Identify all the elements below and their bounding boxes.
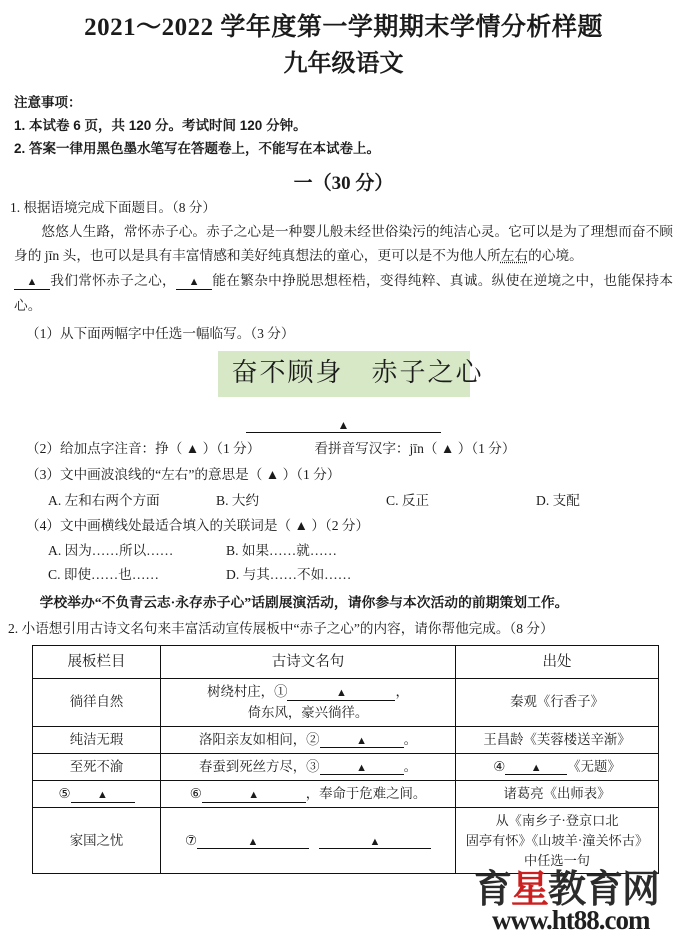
exam-notes (14, 91, 687, 161)
row-5-source-line-2: 固亭有怀》《山坡羊·潼关怀古》 (465, 832, 649, 848)
passage-wavy-underline-term: 左右 (500, 248, 529, 264)
row-1-blank[interactable] (287, 685, 395, 701)
row-5-blank-2[interactable] (319, 834, 431, 850)
question-1-sub-4-options-row-2 (48, 565, 687, 584)
row-4-blank[interactable] (202, 787, 306, 803)
triangle-marker-icon: ▲ (248, 788, 260, 801)
question-1-sub-3-label: （3）文中画波浪线的“左右”的意思是（ ▲ ）（1 分） (26, 467, 341, 483)
triangle-marker-icon: ▲ (97, 788, 108, 801)
option-c[interactable]: C. 反正 (386, 492, 430, 508)
triangle-marker-icon: ▲ (530, 761, 542, 774)
table-row (33, 726, 659, 753)
site-watermark (470, 867, 687, 937)
note-item-1: 1. 本试卷 6 页，共 120 分。考试时间 120 分钟。 (14, 118, 307, 134)
triangle-marker-icon: ▲ (337, 418, 350, 433)
row-1-quote (161, 679, 456, 726)
row-5-source (456, 807, 659, 873)
watermark-url: www.ht88.com (492, 905, 650, 935)
row-1-quote-line-2: 倚东风，豪兴徜徉。 (247, 704, 369, 720)
poem-board-table-wrap (32, 645, 687, 874)
row-3-quote-post: 。 (403, 758, 417, 774)
row-5-quote-number: ⑦ (184, 832, 197, 848)
question-2-stem: 2. 小语想引用古诗文名句来丰富活动宣传展板中“赤子之心”的内容，请你帮他完成。（8 分） (8, 621, 554, 637)
option-d[interactable]: D. 与其……不如…… (226, 567, 352, 583)
row-3-source-blank[interactable] (505, 760, 567, 776)
table-header-column: 展板栏目 (33, 646, 161, 679)
watermark-brand-text (474, 871, 659, 909)
triangle-marker-icon: ▲ (356, 734, 367, 747)
option-b[interactable]: B. 大约 (216, 492, 260, 508)
question-1-stem: 1. 根据语境完成下面题目。（8 分） (10, 199, 216, 215)
option-d[interactable]: D. 支配 (536, 492, 580, 508)
activity-intro-paragraph: 学校举办“不负青云志·永存赤子心”话剧展演活动，请你参与本次活动的前期策划工作。 (39, 595, 569, 611)
watermark-part-3: 教育网 (548, 869, 660, 911)
row-2-source: 王昌龄《芙蓉楼送辛渐》 (456, 726, 659, 753)
question-1-sub-1-label: （1）从下面两幅字中任选一幅临写。（3 分） (26, 326, 295, 342)
calligraphy-text: 奋不顾身 赤子之心 (231, 357, 484, 387)
passage-text-1-tail: 的心境。 (528, 248, 583, 264)
question-1-sub-4-options-row-1 (48, 541, 687, 560)
page-title: 2021～2022 学年度第一学期期末学情分析样题 (84, 14, 603, 41)
row-5-source-line-1: 从《南乡子·登京口北 (495, 812, 619, 828)
row-1-column: 徜徉自然 (33, 679, 161, 726)
row-2-quote (161, 726, 456, 753)
option-a[interactable]: A. 左和右两个方面 (48, 492, 160, 508)
row-3-source-number: ④ (493, 758, 506, 774)
row-5-blank-1[interactable] (197, 834, 309, 850)
passage-text-2a: 我们常怀赤子之心， (50, 273, 177, 289)
answer-rule-wrap (0, 419, 687, 433)
row-1-source: 秦观《行香子》 (456, 679, 659, 726)
watermark-part-2: 星 (511, 869, 549, 911)
row-1-quote-number: ① (274, 684, 288, 700)
watermark-part-1: 育 (474, 869, 512, 911)
table-header-quote: 古诗文名句 (161, 646, 456, 679)
passage-text-2b: 能在繁杂中挣脱思想桎梏，变得纯粹、真诚。纵使在逆境之中，也能保持本心。 (14, 273, 673, 313)
question-1-sub-3-options (48, 491, 687, 510)
row-1-quote-line-1 (165, 682, 451, 702)
row-3-blank[interactable] (320, 760, 404, 776)
question-1-sub-2 (26, 439, 687, 459)
triangle-marker-icon: ▲ (247, 835, 259, 848)
row-5-column: 家国之忧 (33, 807, 161, 873)
row-5-quote (161, 807, 456, 873)
question-1-sub-4-label: （4）文中画横线处最适合填入的关联词是（ ▲ ）（2 分） (26, 517, 370, 533)
triangle-marker-icon: ▲ (188, 276, 200, 289)
option-b[interactable]: B. 如果……就…… (226, 543, 338, 559)
note-item-2: 2. 答案一律用黑色墨水笔写在答题卷上，不能写在本试卷上。 (14, 141, 381, 157)
notes-heading: 注意事项： (14, 95, 82, 111)
passage-blank-2 (176, 273, 212, 289)
question-1-sub-2-label-b: 看拼音写汉字：jīn（ ▲ ）（1 分） (314, 441, 516, 457)
passage-text-1: 悠悠人生路，常怀赤子心。赤子之心是一种婴儿般未经世俗染污的纯洁心灵。它可以是为了理想而奋不顾身的 jīn 头，也可以是具有丰富情感和美好纯真想法的童心，更可以是不为他人所 (14, 223, 673, 264)
option-a[interactable]: A. 因为……所以…… (48, 543, 174, 559)
row-2-column: 纯洁无瑕 (33, 726, 161, 753)
page-subtitle: 九年级语文 (283, 51, 404, 78)
table-row (33, 807, 659, 873)
table-row (33, 753, 659, 780)
option-c[interactable]: C. 即使……也…… (48, 567, 160, 583)
triangle-marker-icon: ▲ (356, 761, 367, 774)
question-1-passage-paragraph-2 (14, 269, 673, 318)
calligraphy-banner-wrap (0, 351, 687, 398)
row-4-column-blank[interactable] (71, 787, 135, 803)
section-heading: 一（30 分） (293, 172, 394, 194)
triangle-marker-icon: ▲ (336, 687, 347, 700)
table-row (33, 679, 659, 726)
poem-board-table (32, 645, 659, 874)
calligraphy-banner (218, 351, 484, 398)
triangle-marker-icon: ▲ (26, 276, 38, 289)
table-row (33, 780, 659, 807)
row-2-quote-post: 。 (403, 731, 417, 747)
row-3-source-post: 《无题》 (567, 758, 621, 774)
table-header-source: 出处 (456, 646, 659, 679)
row-4-source: 诸葛亮《出师表》 (456, 780, 659, 807)
row-4-column (33, 780, 161, 807)
row-3-quote-pre: 春蚕到死丝方尽， (199, 758, 307, 774)
row-3-source (456, 753, 659, 780)
row-2-blank[interactable] (320, 733, 404, 749)
row-3-quote-number: ③ (306, 758, 320, 774)
row-3-column: 至死不渝 (33, 753, 161, 780)
row-2-quote-pre: 洛阳亲友如相问， (199, 731, 307, 747)
exam-paper-page (0, 12, 687, 933)
answer-rule-blank[interactable] (246, 419, 441, 433)
table-header-row (33, 646, 659, 679)
row-3-quote (161, 753, 456, 780)
row-4-column-number: ⑤ (58, 785, 71, 801)
row-2-quote-number: ② (306, 731, 320, 747)
passage-blank-1 (14, 273, 50, 289)
row-4-quote-post: ，奉命于危难之间。 (305, 785, 427, 801)
row-4-quote-number: ⑥ (189, 785, 202, 801)
row-5-source-line-3: 中任选一句 (524, 852, 590, 868)
triangle-marker-icon: ▲ (369, 835, 381, 848)
question-1-passage-paragraph-1 (14, 220, 673, 269)
row-4-quote (161, 780, 456, 807)
row-1-quote-pre: 树绕村庄， (207, 684, 275, 700)
question-1-sub-2-label-a: （2）给加点字注音：挣（ ▲ ）（1 分） (26, 441, 261, 457)
row-1-quote-post: ， (395, 684, 409, 700)
